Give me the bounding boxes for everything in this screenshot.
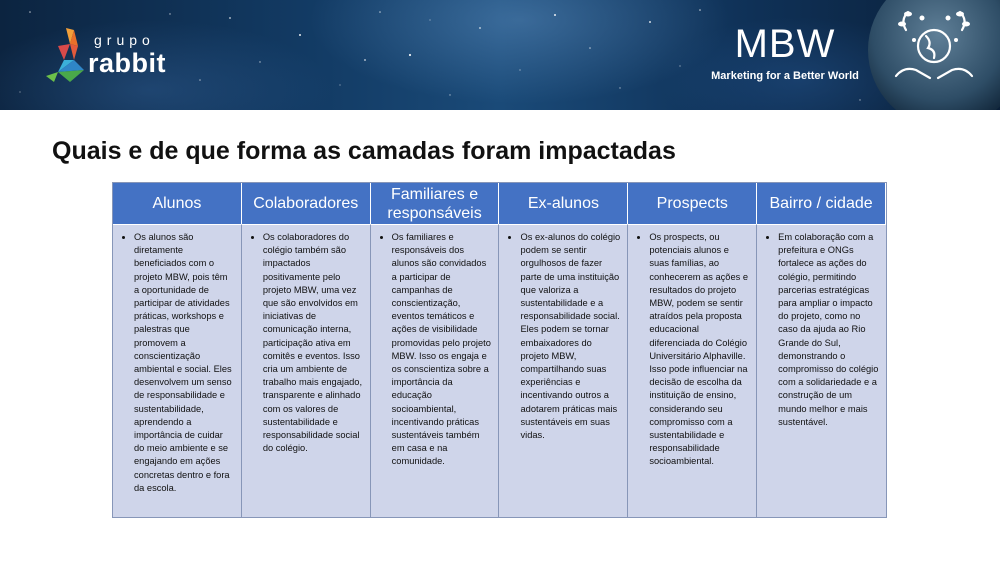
grupo-rabbit-logo [44, 26, 194, 86]
bullet-text: • Os colaboradores do colégio também são impactados positivamente pelo projeto MBW, uma vez que são envolvidos em iniciativas de comunicação interna, participação ativa em comitês e eventos. Isso cria um ambiente de trabalho mais engajado, transparente e alinhado com os valores de sustentabilidade e responsabilidade social do colégio. [263, 231, 364, 455]
column-header-familiares: Familiares e responsáveis [371, 183, 500, 224]
table-cell-bairro-cidade [757, 224, 886, 517]
column-header-bairro-cidade: Bairro / cidade [757, 183, 886, 224]
rabbit-icon [44, 26, 90, 82]
page-title: Quais e de que forma as camadas foram impactadas [52, 137, 676, 165]
table-cell-colaboradores [242, 224, 371, 517]
bullet-text: • Em colaboração com a prefeitura e ONGs fortalece as ações do colégio, permitindo parcerias estratégicas para ampliar o impacto do projeto, como no caso da ajuda ao Rio Grande do Sul, demonstrando o compromisso do colégio com a solidariedade e a construção de um mundo melhor e mais sustentável. [778, 231, 880, 429]
column-header-prospects: Prospects [628, 183, 757, 224]
impact-table [112, 182, 887, 518]
column-header-alunos: Alunos [113, 183, 242, 224]
table-cell-prospects [628, 224, 757, 517]
mbw-logo [700, 22, 870, 92]
column-header-ex-alunos: Ex-alunos [499, 183, 628, 224]
header-banner [0, 0, 1000, 110]
table-cell-familiares [371, 224, 500, 517]
earth-hands-icon [866, 0, 1000, 110]
bullet-text: • Os familiares e responsáveis dos alunos são convidados a participar de campanhas de conscientização, eventos temáticos e ações de visibilidade promovidas pelo projeto MBW. Isso os engaja e os conscientiza sobre a importância da educação socioambiental, incentivando práticas sustentáveis também em casa e na comunidade. [392, 231, 493, 469]
table-cell-alunos [113, 224, 242, 517]
table-cell-ex-alunos [499, 224, 628, 517]
column-header-colaboradores: Colaboradores [242, 183, 371, 224]
mbw-logo-text: MBW [734, 22, 836, 66]
bullet-text: • Os prospects, ou potenciais alunos e suas famílias, ao conhecerem as ações e resultados do projeto MBW, podem se sentir atraídos pela proposta educacional diferenciada do Colégio Universitário Alphaville. Isso pode influenciar na decisão de escolha da instituição de ensino, considerando seu compromisso com a sustentabilidade e responsabilidade socioambiental. [649, 231, 750, 469]
bullet-text: • Os alunos são diretamente beneficiados com o projeto MBW, pois têm a oportunidade de participar de atividades práticas, workshops e palestras que promovem a conscientização ambiental e social. Eles desenvolvem um senso de responsabilidade e sustentabilidade, aprendendo a importância de cuidar do meio ambiente e se engajando em ações concretas dentro e fora da escola. [134, 231, 235, 495]
mbw-tagline: Marketing for a Better World [711, 70, 859, 82]
logo-grupo-text: grupo [94, 32, 155, 48]
logo-rabbit-text: rabbit [88, 48, 167, 78]
bullet-text: • Os ex-alunos do colégio podem se sentir orgulhosos de fazer parte de uma instituição que valoriza a sustentabilidade e a responsabilidade social. Eles podem se tornar embaixadores do projeto MBW, compartilhando suas experiências e incentivando outros a adotarem práticas mais sustentáveis em suas vidas. [520, 231, 621, 442]
